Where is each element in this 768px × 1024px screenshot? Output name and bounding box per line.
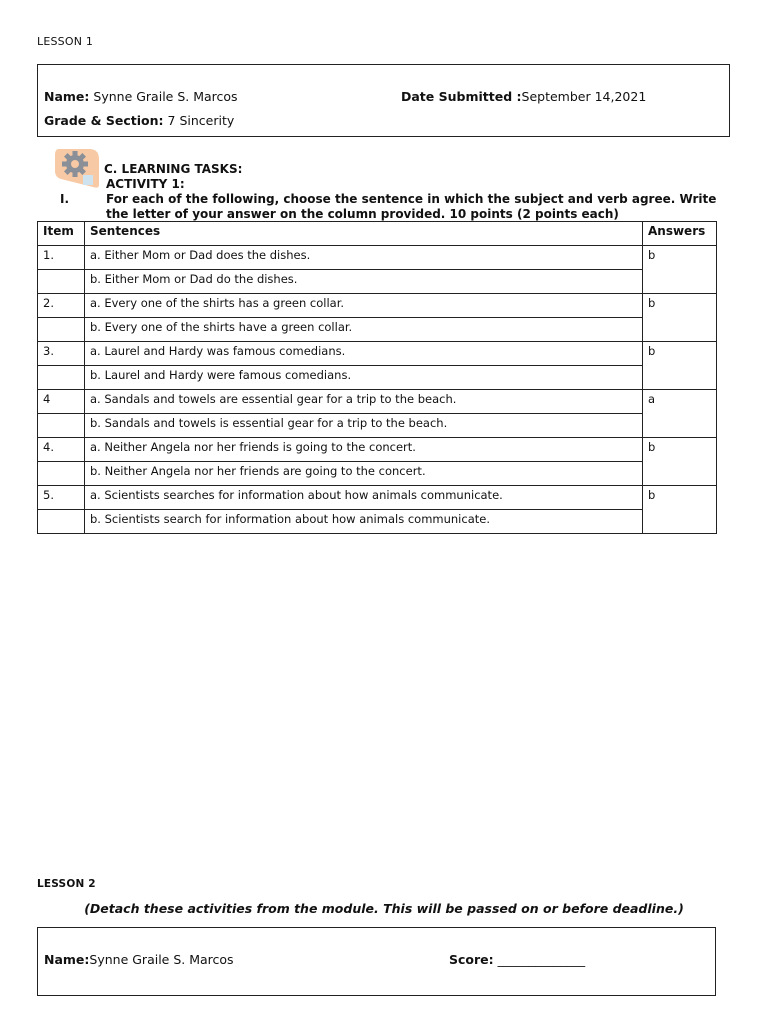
table-row [38,414,717,438]
item-number-blank [38,366,85,390]
table-row [38,318,717,342]
sentence-a: a. Every one of the shirts has a green collar. [85,294,643,318]
answer-cell: b [643,342,717,390]
item-number-blank [38,270,85,294]
name-value: Synne Graile S. Marcos [93,89,238,104]
item-number: 2. [38,294,85,318]
student-info-box [37,64,730,137]
header-sentences: Sentences [85,222,643,246]
table-row [38,342,717,366]
table-row [38,390,717,414]
gear-icon [53,145,101,191]
table-row [38,246,717,270]
sentence-a: a. Laurel and Hardy was famous comedians. [85,342,643,366]
answer-cell: b [643,486,717,534]
item-number: 5. [38,486,85,510]
sentence-a: a. Sandals and towels are essential gear for a trip to the beach. [85,390,643,414]
table-row [38,486,717,510]
score-blank: ______________ [497,952,586,967]
answer-cell: a [643,390,717,438]
table-row [38,462,717,486]
lesson2-name-label: Name: [44,952,90,967]
sentence-b: b. Every one of the shirts have a green collar. [85,318,643,342]
item-number: 1. [38,246,85,270]
grade-value: 7 Sincerity [167,113,235,128]
sentence-a: a. Neither Angela nor her friends is going to the concert. [85,438,643,462]
item-number: 4. [38,438,85,462]
answers-table [37,221,717,534]
answer-cell: b [643,438,717,486]
sentence-b: b. Either Mom or Dad do the dishes. [85,270,643,294]
roman-numeral: I. [60,192,70,206]
date-label: Date Submitted : [401,89,522,104]
table-row [38,366,717,390]
lesson2-name-row [44,952,234,967]
table-row [38,510,717,534]
item-number: 3. [38,342,85,366]
answer-cell: b [643,294,717,342]
header-answers: Answers [643,222,717,246]
sentence-b: b. Laurel and Hardy were famous comedians. [85,366,643,390]
item-number-blank [38,414,85,438]
table-row [38,438,717,462]
name-label: Name: [44,89,90,104]
item-number-blank [38,462,85,486]
sentence-a: a. Either Mom or Dad does the dishes. [85,246,643,270]
learning-tasks-heading: C. LEARNING TASKS: [104,162,243,176]
sentence-a: a. Scientists searches for information about how animals communicate. [85,486,643,510]
answer-cell: b [643,246,717,294]
date-value: September 14,2021 [521,89,647,104]
score-label: Score: [449,952,494,967]
date-row [401,89,646,104]
grade-row [44,113,234,128]
table-header-row [38,222,717,246]
sentence-b: b. Neither Angela nor her friends are going to the concert. [85,462,643,486]
name-row [44,89,238,104]
table-row [38,270,717,294]
item-number: 4 [38,390,85,414]
item-number-blank [38,318,85,342]
item-number-blank [38,510,85,534]
lesson1-label: LESSON 1 [37,35,94,48]
instruction-line-2: the letter of your answer on the column provided. 10 points (2 points each) [106,207,619,221]
table-row [38,294,717,318]
header-item: Item [38,222,85,246]
lesson2-label: LESSON 2 [37,878,96,890]
sentence-b: b. Scientists search for information about how animals communicate. [85,510,643,534]
lesson2-info-box [37,927,716,996]
instruction-line-1: For each of the following, choose the sentence in which the subject and verb agree. Write [106,192,717,206]
score-row [449,952,585,967]
lesson2-name-value: Synne Graile S. Marcos [89,952,234,967]
grade-label: Grade & Section: [44,113,164,128]
detach-note: (Detach these activities from the module. This will be passed on or before deadline.) [84,901,684,916]
sentence-b: b. Sandals and towels is essential gear for a trip to the beach. [85,414,643,438]
activity-heading: ACTIVITY 1: [106,177,185,191]
